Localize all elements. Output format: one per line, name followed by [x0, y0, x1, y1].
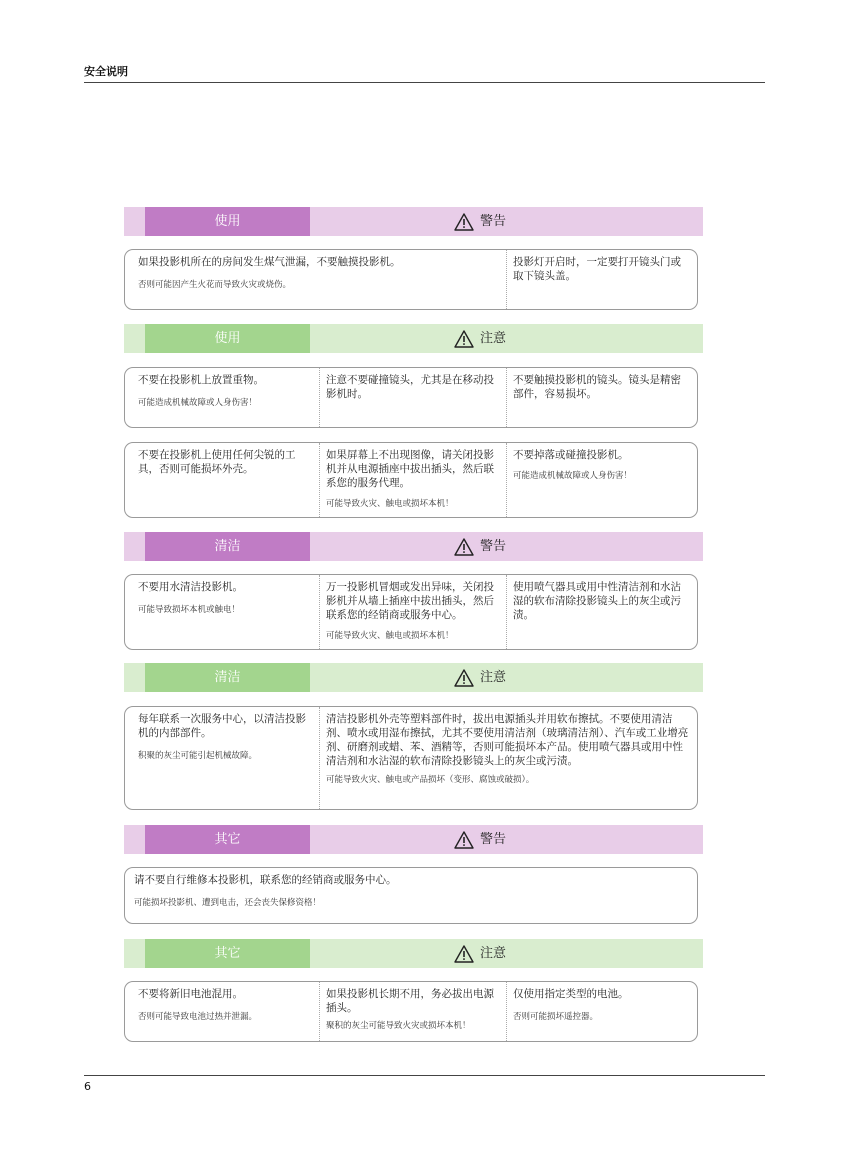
warning-heading [454, 532, 506, 561]
notice-sub-text: 聚积的灰尘可能导致火灾或损坏本机！ [326, 1021, 471, 1031]
notice-cell [506, 982, 697, 1041]
footer-rule [84, 1075, 765, 1076]
notice-box [124, 867, 698, 924]
notice-main-text: 万一投影机冒烟或发出异味，关闭投影机并从墙上插座中拔出插头，然后联系您的经销商或服务中心。 [326, 581, 494, 621]
notice-box [124, 981, 698, 1042]
notice-cell [125, 707, 319, 809]
notice-cell [125, 575, 319, 649]
notice-main-text: 投影灯开启时，一定要打开镜头门或取下镜头盖。 [513, 256, 681, 282]
notice-main-text: 不要掉落或碰撞投影机。 [513, 449, 629, 461]
section-bar-other-caution [124, 939, 703, 968]
notice-sub-text: 积聚的灰尘可能引起机械故障。 [138, 751, 258, 761]
category-label: 清洁 [145, 532, 310, 561]
caution-icon [454, 945, 474, 963]
notice-cell [319, 443, 506, 517]
caution-heading [454, 324, 506, 353]
caution-icon [454, 330, 474, 348]
notice-cell [319, 982, 506, 1041]
warning-label: 警告 [480, 539, 507, 554]
notice-main-text: 每年联系一次服务中心，以清洁投影机的内部部件。 [138, 713, 306, 739]
section-bar-use-caution [124, 324, 703, 353]
notice-cell [319, 368, 506, 427]
warning-label: 警告 [480, 832, 507, 847]
notice-sub-text: 可能造成机械故障或人身伤害！ [513, 471, 633, 481]
notice-cell [319, 707, 697, 809]
notice-box [124, 574, 698, 650]
category-label: 其它 [145, 939, 310, 968]
notice-box [124, 249, 698, 310]
warning-heading [454, 207, 506, 236]
notice-sub-text: 可能导致损坏本机或触电！ [138, 605, 241, 615]
notice-main-text: 如果屏幕上不出现图像，请关闭投影机并从电源插座中拔出插头，然后联系您的服务代理。 [326, 449, 494, 489]
caution-heading [454, 939, 506, 968]
caution-label: 注意 [480, 946, 507, 961]
notice-cell [506, 368, 697, 427]
header-rule [84, 82, 765, 83]
notice-box [124, 442, 698, 518]
section-bar-clean-caution [124, 663, 703, 692]
notice-sub-text: 可能导致火灾、触电或产品损坏（变形、腐蚀或破损）。 [326, 775, 535, 785]
warning-label: 警告 [480, 214, 507, 229]
notice-main-text: 注意不要碰撞镜头，尤其是在移动投影机时。 [326, 374, 494, 400]
notice-main-text: 不要在投影机上放置重物。 [138, 374, 264, 386]
caution-label: 注意 [480, 331, 507, 346]
notice-main-text: 仅使用指定类型的电池。 [513, 988, 629, 1000]
notice-main-text: 请不要自行维修本投影机，联系您的经销商或服务中心。 [134, 874, 397, 886]
notice-cell [506, 575, 697, 649]
notice-main-text: 不要触摸投影机的镜头。镜头是精密部件，容易损坏。 [513, 374, 681, 400]
notice-main-text: 如果投影机所在的房间发生煤气泄漏，不要触摸投影机。 [138, 256, 401, 268]
notice-cell [125, 250, 506, 309]
section-bar-clean-warning [124, 532, 703, 561]
page-number: 6 [84, 1080, 91, 1093]
caution-icon [454, 669, 474, 687]
notice-sub-text: 否则可能损坏遥控器。 [513, 1012, 599, 1022]
notice-cell [319, 575, 506, 649]
caution-heading [454, 663, 506, 692]
notice-main-text: 不要用水清洁投影机。 [138, 581, 243, 593]
notice-sub-text: 否则可能导致电池过热并泄漏。 [138, 1012, 258, 1022]
notice-cell [125, 443, 319, 517]
section-bar-other-warning [124, 825, 703, 854]
notice-cell [125, 868, 697, 923]
notice-main-text: 如果投影机长期不用，务必拔出电源插头。 [326, 988, 494, 1014]
notice-sub-text: 可能导致火灾、触电或损坏本机！ [326, 631, 454, 641]
notice-box [124, 706, 698, 810]
notice-sub-text: 否则可能因产生火花而导致火灾或烧伤。 [138, 280, 292, 290]
warning-icon [454, 831, 474, 849]
notice-cell [506, 250, 697, 309]
notice-main-text: 清洁投影机外壳等塑料部件时，拔出电源插头并用软布擦拭。不要使用清洁剂、喷水或用湿布擦拭，尤其不要使用清洁剂（玻璃清洁剂）、汽车或工业增亮剂、研磨剂或蜡、苯、酒精等，否则可能损坏本产品。使用喷气器具或用中性清洁剂和水沾湿的软布清除投影镜头上的灰尘或污渍。 [326, 713, 689, 767]
notice-sub-text: 可能损坏投影机、遭到电击，还会丧失保修资格！ [134, 898, 322, 908]
warning-heading [454, 825, 506, 854]
notice-main-text: 不要在投影机上使用任何尖锐的工具，否则可能损坏外壳。 [138, 449, 296, 475]
page-header-title: 安全说明 [84, 65, 128, 78]
caution-label: 注意 [480, 670, 507, 685]
category-label: 清洁 [145, 663, 310, 692]
notice-sub-text: 可能导致火灾、触电或损坏本机！ [326, 499, 454, 509]
notice-box [124, 367, 698, 428]
warning-icon [454, 538, 474, 556]
category-label: 使用 [145, 324, 310, 353]
notice-sub-text: 可能造成机械故障或人身伤害！ [138, 398, 258, 408]
notice-cell [125, 368, 319, 427]
notice-cell [125, 982, 319, 1041]
notice-main-text: 使用喷气器具或用中性清洁剂和水沾湿的软布清除投影镜头上的灰尘或污渍。 [513, 581, 681, 621]
section-bar-use-warning [124, 207, 703, 236]
notice-cell [506, 443, 697, 517]
notice-main-text: 不要将新旧电池混用。 [138, 988, 243, 1000]
warning-icon [454, 213, 474, 231]
category-label: 其它 [145, 825, 310, 854]
category-label: 使用 [145, 207, 310, 236]
